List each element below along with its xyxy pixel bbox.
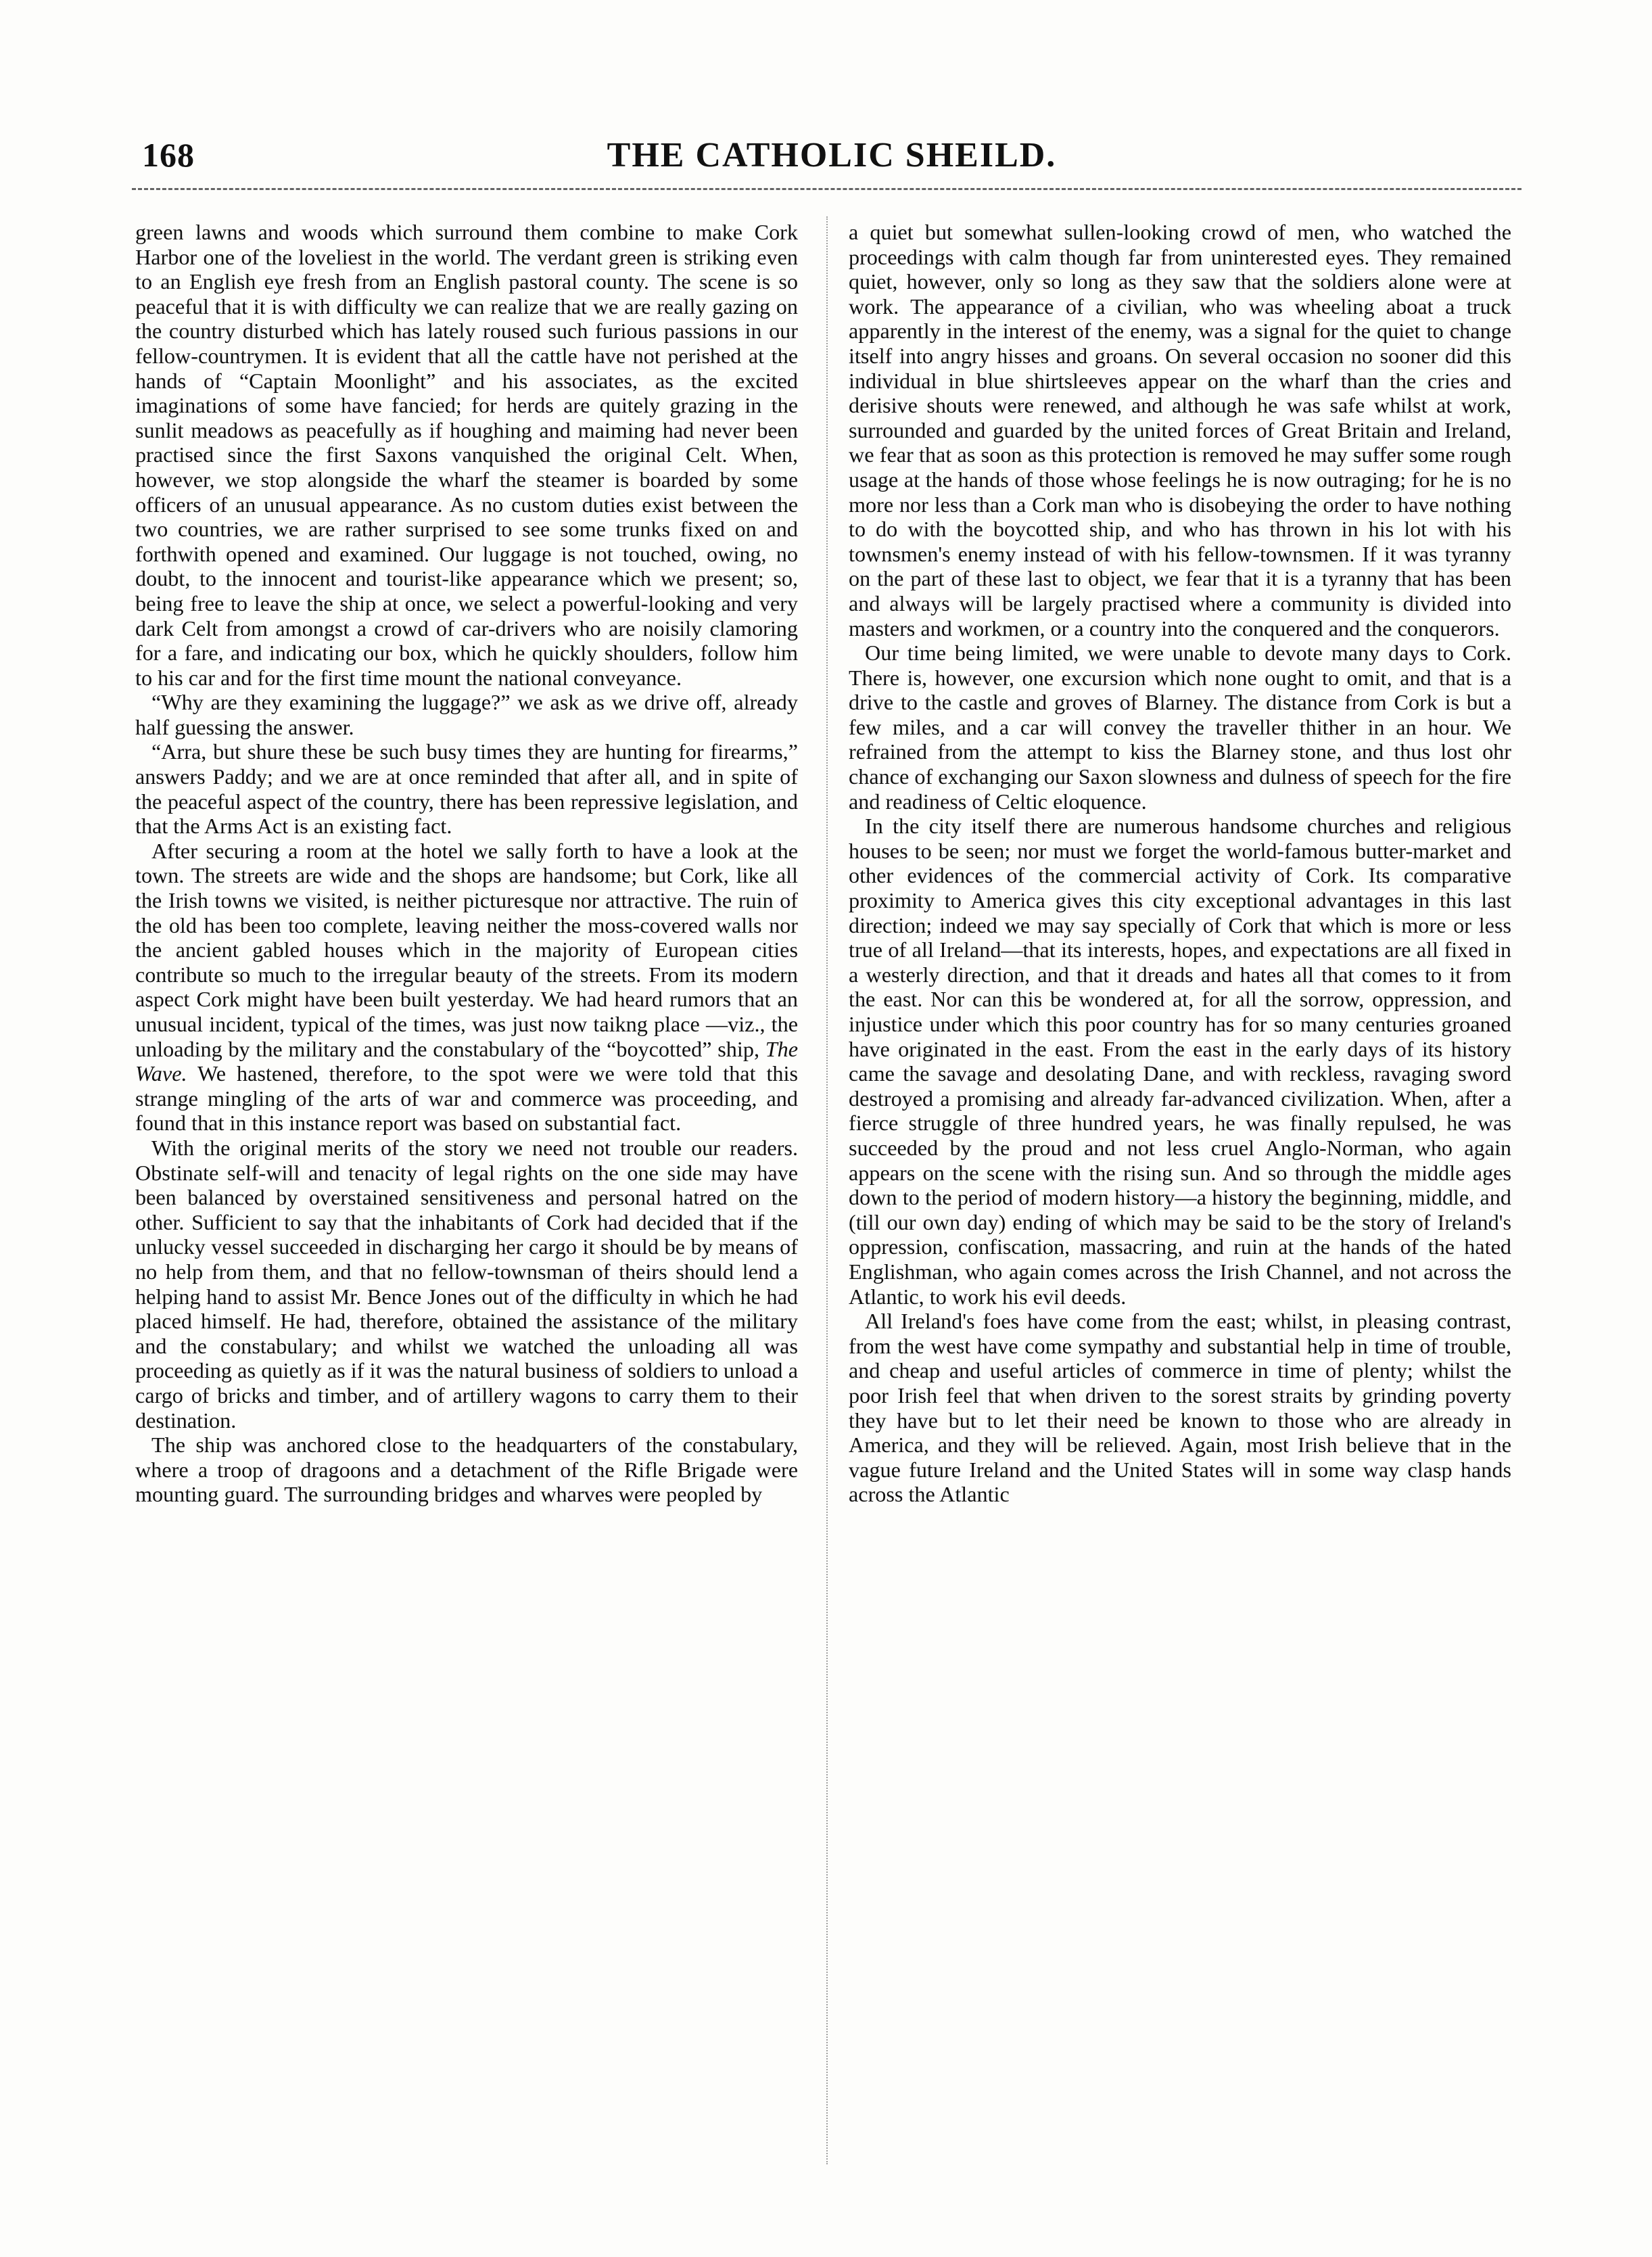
paragraph: a quiet but somewhat sullen-looking crowd of men, who watched the proceedings with calm though far from uninterested eyes. They remained quiet, however, only so long as they saw that the soldiers alone were at work. The appearance of a civilian, who was wheeling aboat a truck apparently in the interest of the enemy, was a signal for the quiet to change itself into angry hisses and groans. On several occasion no sooner did this individual in blue shirtsleeves appear on the wharf than the cries and derisive shouts were renewed, and although he was safe whilst at work, surrounded and guarded by the united forces of Great Britain and Ireland, we fear that as soon as this protection is removed he may suffer some rough usage at the hands of those whose feelings he is now outraging; for he is no more nor less than a Cork man who is disobeying the order to have nothing to do with the boycotted ship, and who has thrown in his lot with his townsmen's enemy instead of with his fellow-townsmen. If it was tyranny on the part of these last to object, we fear that it is a tyranny that has been and always will be largely practised where a community is divided into masters and workmen, or a country into the conquered and the conquerors. bbox=[849, 220, 1511, 641]
page-number: 168 bbox=[142, 136, 195, 174]
paragraph: In the city itself there are numerous handsome churches and religious houses to be seen; nor must we forget the world-famous butter-market and other evidences of the commercial activity of Cork. Its comparative proximity to America gives this city exceptional advantages in this last direction; indeed we may say specially of Cork that which is more or less true of all Ireland—that its interests, hopes, and expectations are all fixed in a westerly direction, and that it dreads and hates all that comes to it from the east. Nor can this be wondered at, for all the sorrow, oppression, and injustice under which this poor country has for so many centuries groaned have originated in the east. From the east in the early days of its history came the savage and desolating Dane, and with reckless, ravaging sword destroyed a promising and already far-advanced civilization. When, after a fierce struggle of three hundred years, he was finally repulsed, he was succeeded by the proud and not less cruel Anglo-Norman, who again appears on the scene with the rising sun. And so through the middle ages down to the period of modern history—a history the beginning, middle, and (till our own day) ending of which may be said to be the story of Ireland's oppression, confiscation, massacring, and ruin at the hands of the hated Englishman, who again comes across the Irish Channel, and not across the Atlantic, to work his evil deeds. bbox=[849, 814, 1511, 1309]
ship-name: The Wave. bbox=[135, 1036, 798, 1086]
paragraph: “Why are they examining the luggage?” we ask as we drive off, already half guessing the answer. bbox=[135, 690, 798, 739]
paragraph: “Arra, but shure these be such busy times they are hunting for firearms,” answers Paddy; and we are at once reminded that after all, and in spite of the peaceful aspect of the country, there has been repressive legislation, and that the Arms Act is an existing fact. bbox=[135, 739, 798, 839]
paragraph: green lawns and woods which surround them combine to make Cork Harbor one of the loveliest in the world. The verdant green is striking even to an English eye fresh from an English pastoral county. The scene is so peaceful that it is with difficulty we can realize that we are really gazing on the country disturbed which has lately roused such furious passions in our fellow-countrymen. It is evident that all the cattle have not perished at the hands of “Captain Moonlight” and his associates, as the excited imaginations of some have fancied; for herds are quitely grazing in the sunlit meadows as peacefully as if houghing and maiming had never been practised since the first Saxons vanquished the original Celt. When, however, we stop alongside the wharf the steamer is boarded by some officers of an unusual appearance. As no custom duties exist between the two countries, we are rather surprised to see some trunks fixed on and forthwith opened and examined. Our luggage is not touched, owing, no doubt, to the innocent and tourist-like appearance which we present; so, being free to leave the ship at once, we select a powerful-looking and very dark Celt from amongst a crowd of car-drivers who are noisily clamoring for a fare, and indicating our box, which he quickly shoulders, follow him to his car and for the first time mount the national conveyance. bbox=[135, 220, 798, 690]
paragraph: Our time being limited, we were unable to devote many days to Cork. There is, however, one excursion which none ought to omit, and that is a drive to the castle and groves of Blarney. The distance from Cork is but a few miles, and a car will convey the traveller thither in an hour. We refrained from the attempt to kiss the Blarney stone, and thus lost ohr chance of exchanging our Saxon slowness and dulness of speech for the fire and readiness of Celtic eloquence. bbox=[849, 641, 1511, 814]
paragraph: The ship was anchored close to the headquarters of the constabulary, where a troop of dragoons and a detachment of the Rifle Brigade were mounting guard. The surrounding bridges and wharves were peopled by bbox=[135, 1433, 798, 1507]
header-rule bbox=[132, 188, 1521, 190]
paragraph-text: After securing a room at the hotel we sally forth to have a look at the town. The streets are wide and the shops are handsome; but Cork, like all the Irish towns we visited, is neither picturesque nor attractive. The ruin of the old has been too complete, leaving neither the moss-covered walls nor the ancient gabled houses which in the majority of European cities contribute so much to the irregular beauty of the streets. From its modern aspect Cork might have been built yesterday. We had heard rumors that an unusual incident, typical of the times, was just now taikng place —viz., the unloading by the military and the constabulary of the “boycotted” ship, bbox=[135, 838, 798, 1061]
paragraph bbox=[135, 839, 798, 1136]
publication-title: THE CATHOLIC SHEILD. bbox=[607, 136, 1057, 174]
column-divider bbox=[826, 216, 828, 2164]
left-column bbox=[135, 220, 798, 2181]
paragraph: With the original merits of the story we need not trouble our readers. Obstinate self-will and tenacity of legal rights on the one side may have been balanced by overstained sensitiveness and personal hatred on the other. Sufficient to say that the inhabitants of Cork had decided that if the unlucky vessel succeeded in discharging her cargo it should be by means of no help from them, and that no fellow-townsman of theirs should lend a helping hand to assist Mr. Bence Jones out of the difficulty in which he had placed himself. He had, therefore, obtained the assistance of the military and the constabulary; and whilst we watched the unloading all was proceeding as quietly as if it was the natural business of soldiers to unload a cargo of bricks and timber, and of artillery wagons to carry them to their destination. bbox=[135, 1135, 798, 1433]
paragraph-text: We hastened, therefore, to the spot were we were told that this strange mingling of the arts of war and commerce was proceeding, and found that in this instance report was based on substantial fact. bbox=[135, 1061, 798, 1136]
right-column bbox=[849, 220, 1511, 2181]
paragraph: All Ireland's foes have come from the east; whilst, in pleasing contrast, from the west have come sympathy and substantial help in time of trouble, and cheap and useful articles of commerce in time of plenty; whilst the poor Irish feel that when driven to the sorest straits by grinding poverty they have but to let their need be known to those who are already in America, and they will be relieved. Again, most Irish believe that in the vague future Ireland and the United States will in some way clasp hands across the Atlantic bbox=[849, 1309, 1511, 1507]
page-header bbox=[142, 135, 1521, 183]
